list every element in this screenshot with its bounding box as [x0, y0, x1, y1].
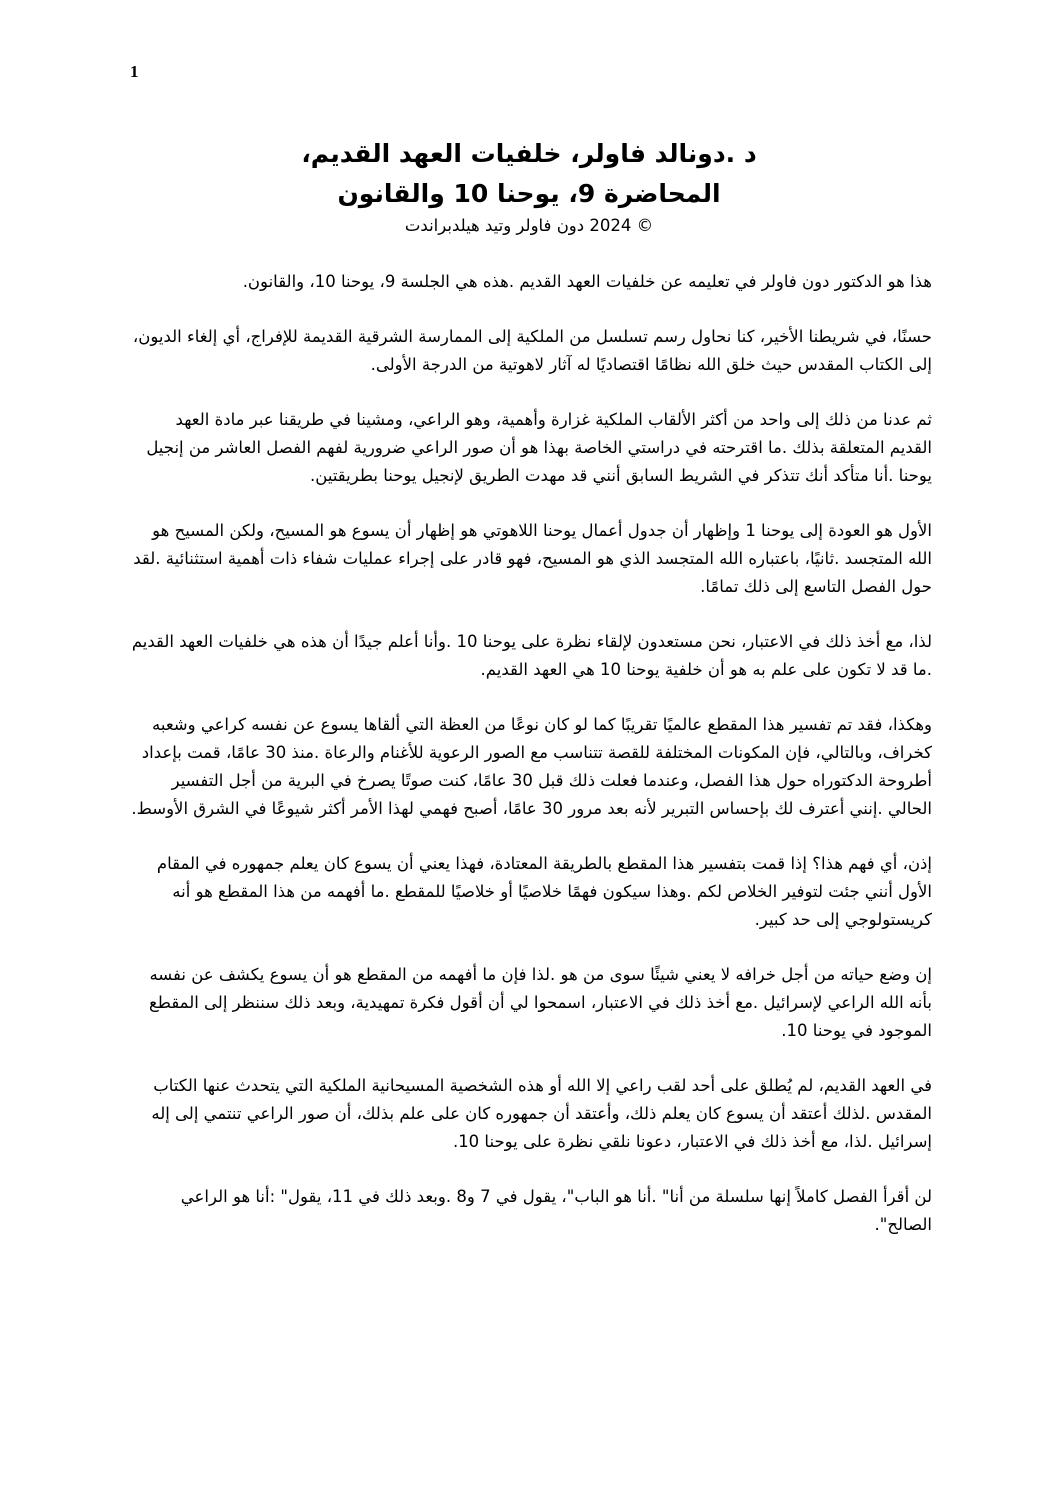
title-line-1: د .دونالد فاولر، خلفيات العهد القديم، — [301, 139, 757, 168]
page-number: 1 — [130, 62, 139, 81]
paragraph-5: لذا، مع أخذ ذلك في الاعتبار، نحن مستعدون لإلقاء نظرة على يوحنا 10 .وأنا أعلم جيدًا أن هذه هي خلفيات العهد القديم .ما قد لا تكون على علم به هو أن خلفية يوحنا 10 هي العهد القديم. — [131, 632, 932, 679]
paragraph-2: حسنًا، في شريطنا الأخير، كنا نحاول رسم تسلسل من الملكية إلى الممارسة الشرقية القديمة للإفراج، أي إلغاء الديون، إلى الكتاب المقدس حيث خلق الله نظامًا اقتصاديًا له آثار لاهوتية من الدرجة الأولى. — [132, 327, 932, 374]
title-line-2: المحاضرة 9، يوحنا 10 والقانون — [337, 179, 721, 208]
document-body — [130, 268, 932, 1266]
paragraph-4: الأول هو العودة إلى يوحنا 1 وإظهار أن جدول أعمال يوحنا اللاهوتي هو إظهار أن يسوع هو المسيح، ولكن المسيح هو الله المتجسد .ثانيًا، باعتباره الله المتجسد الذي هو المسيح، فهو قادر على إجراء عمليات شفاء ذات أهمية استثنائية .لقد حول الفصل التاسع إلى ذلك تمامًا. — [133, 521, 932, 596]
document-header — [100, 134, 958, 238]
paragraph-9: في العهد القديم، لم يُطلق على أحد لقب راعي إلا الله أو هذه الشخصية المسيحانية الملكية التي يتحدث عنها الكتاب المقدس .لذلك أعتقد أن يسوع كان يعلم ذلك، وأعتقد أن جمهوره كان على علم بذلك، أن صور الراعي تنتمي إلى إله إسرائيل .لذا، مع أخذ ذلك في الاعتبار، دعونا نلقي نظرة على يوحنا 10. — [151, 1076, 932, 1151]
paragraph-3: ثم عدنا من ذلك إلى واحد من أكثر الألقاب الملكية غزارة وأهمية، وهو الراعي، ومشينا في طريقنا عبر مادة العهد القديم المتعلقة بذلك .ما اقترحته في دراستي الخاصة بهذا هو أن صور الراعي ضرورية لفهم الفصل العاشر من إنجيل يوحنا .أنا متأكد أنك تتذكر في الشريط السابق أنني قد مهدت الطريق لإنجيل يوحنا بطريقتين. — [146, 410, 932, 485]
paragraph-1: هذا هو الدكتور دون فاولر في تعليمه عن خلفيات العهد القديم .هذه هي الجلسة 9، يوحنا 10، والقانون. — [242, 272, 932, 291]
copyright-line: © 2024 دون فاولر وتيد هيلدبراندت — [404, 216, 654, 235]
paragraph-6: وهكذا، فقد تم تفسير هذا المقطع عالميًا تقريبًا كما لو كان نوعًا من العظة التي ألقاها يسوع عن نفسه كراعي وشعبه كخراف، وبالتالي، فإن المكونات المختلفة للقصة تتناسب مع الصور الرعوية للأغنام والرعاة .منذ 30 عامًا، قمت بإعداد أطروحة الدكتوراه حول هذا الفصل، وعندما فعلت ذلك قبل 30 عامًا، كنت صوتًا يصرخ في البرية من أجل التفسير الحالي .إنني أعترف لك بإحساس التبرير لأنه بعد مرور 30 عامًا، أصبح فهمي لهذا الأمر أكثر شيوعًا في الشرق الأوسط. — [131, 715, 932, 818]
paragraph-10: لن أقرأ الفصل كاملاً إنها سلسلة من أنا" .أنا هو الباب"، يقول في 7 و8 .وبعد ذلك في 11، يقول" :أنا هو الراعي الصالح". — [180, 1187, 932, 1234]
paragraph-8: إن وضع حياته من أجل خرافه لا يعني شيئًا سوى من هو .لذا فإن ما أفهمه من المقطع هو أن يسوع يكشف عن نفسه بأنه الله الراعي لإسرائيل .مع أخذ ذلك في الاعتبار، اسمحوا لي أن أقول فكرة تمهيدية، وبعد ذلك سننظر إلى المقطع الموجود في يوحنا 10. — [149, 965, 932, 1040]
paragraph-7: إذن، أي فهم هذا؟ إذا قمت بتفسير هذا المقطع بالطريقة المعتادة، فهذا يعني أن يسوع كان يعلم جمهوره في المقام الأول أنني جئت لتوفير الخلاص لكم .وهذا سيكون فهمًا خلاصيًا أو خلاصيًا للمقطع .ما أفهمه من هذا المقطع هو أنه كريستولوجي إلى حد كبير. — [156, 854, 932, 929]
